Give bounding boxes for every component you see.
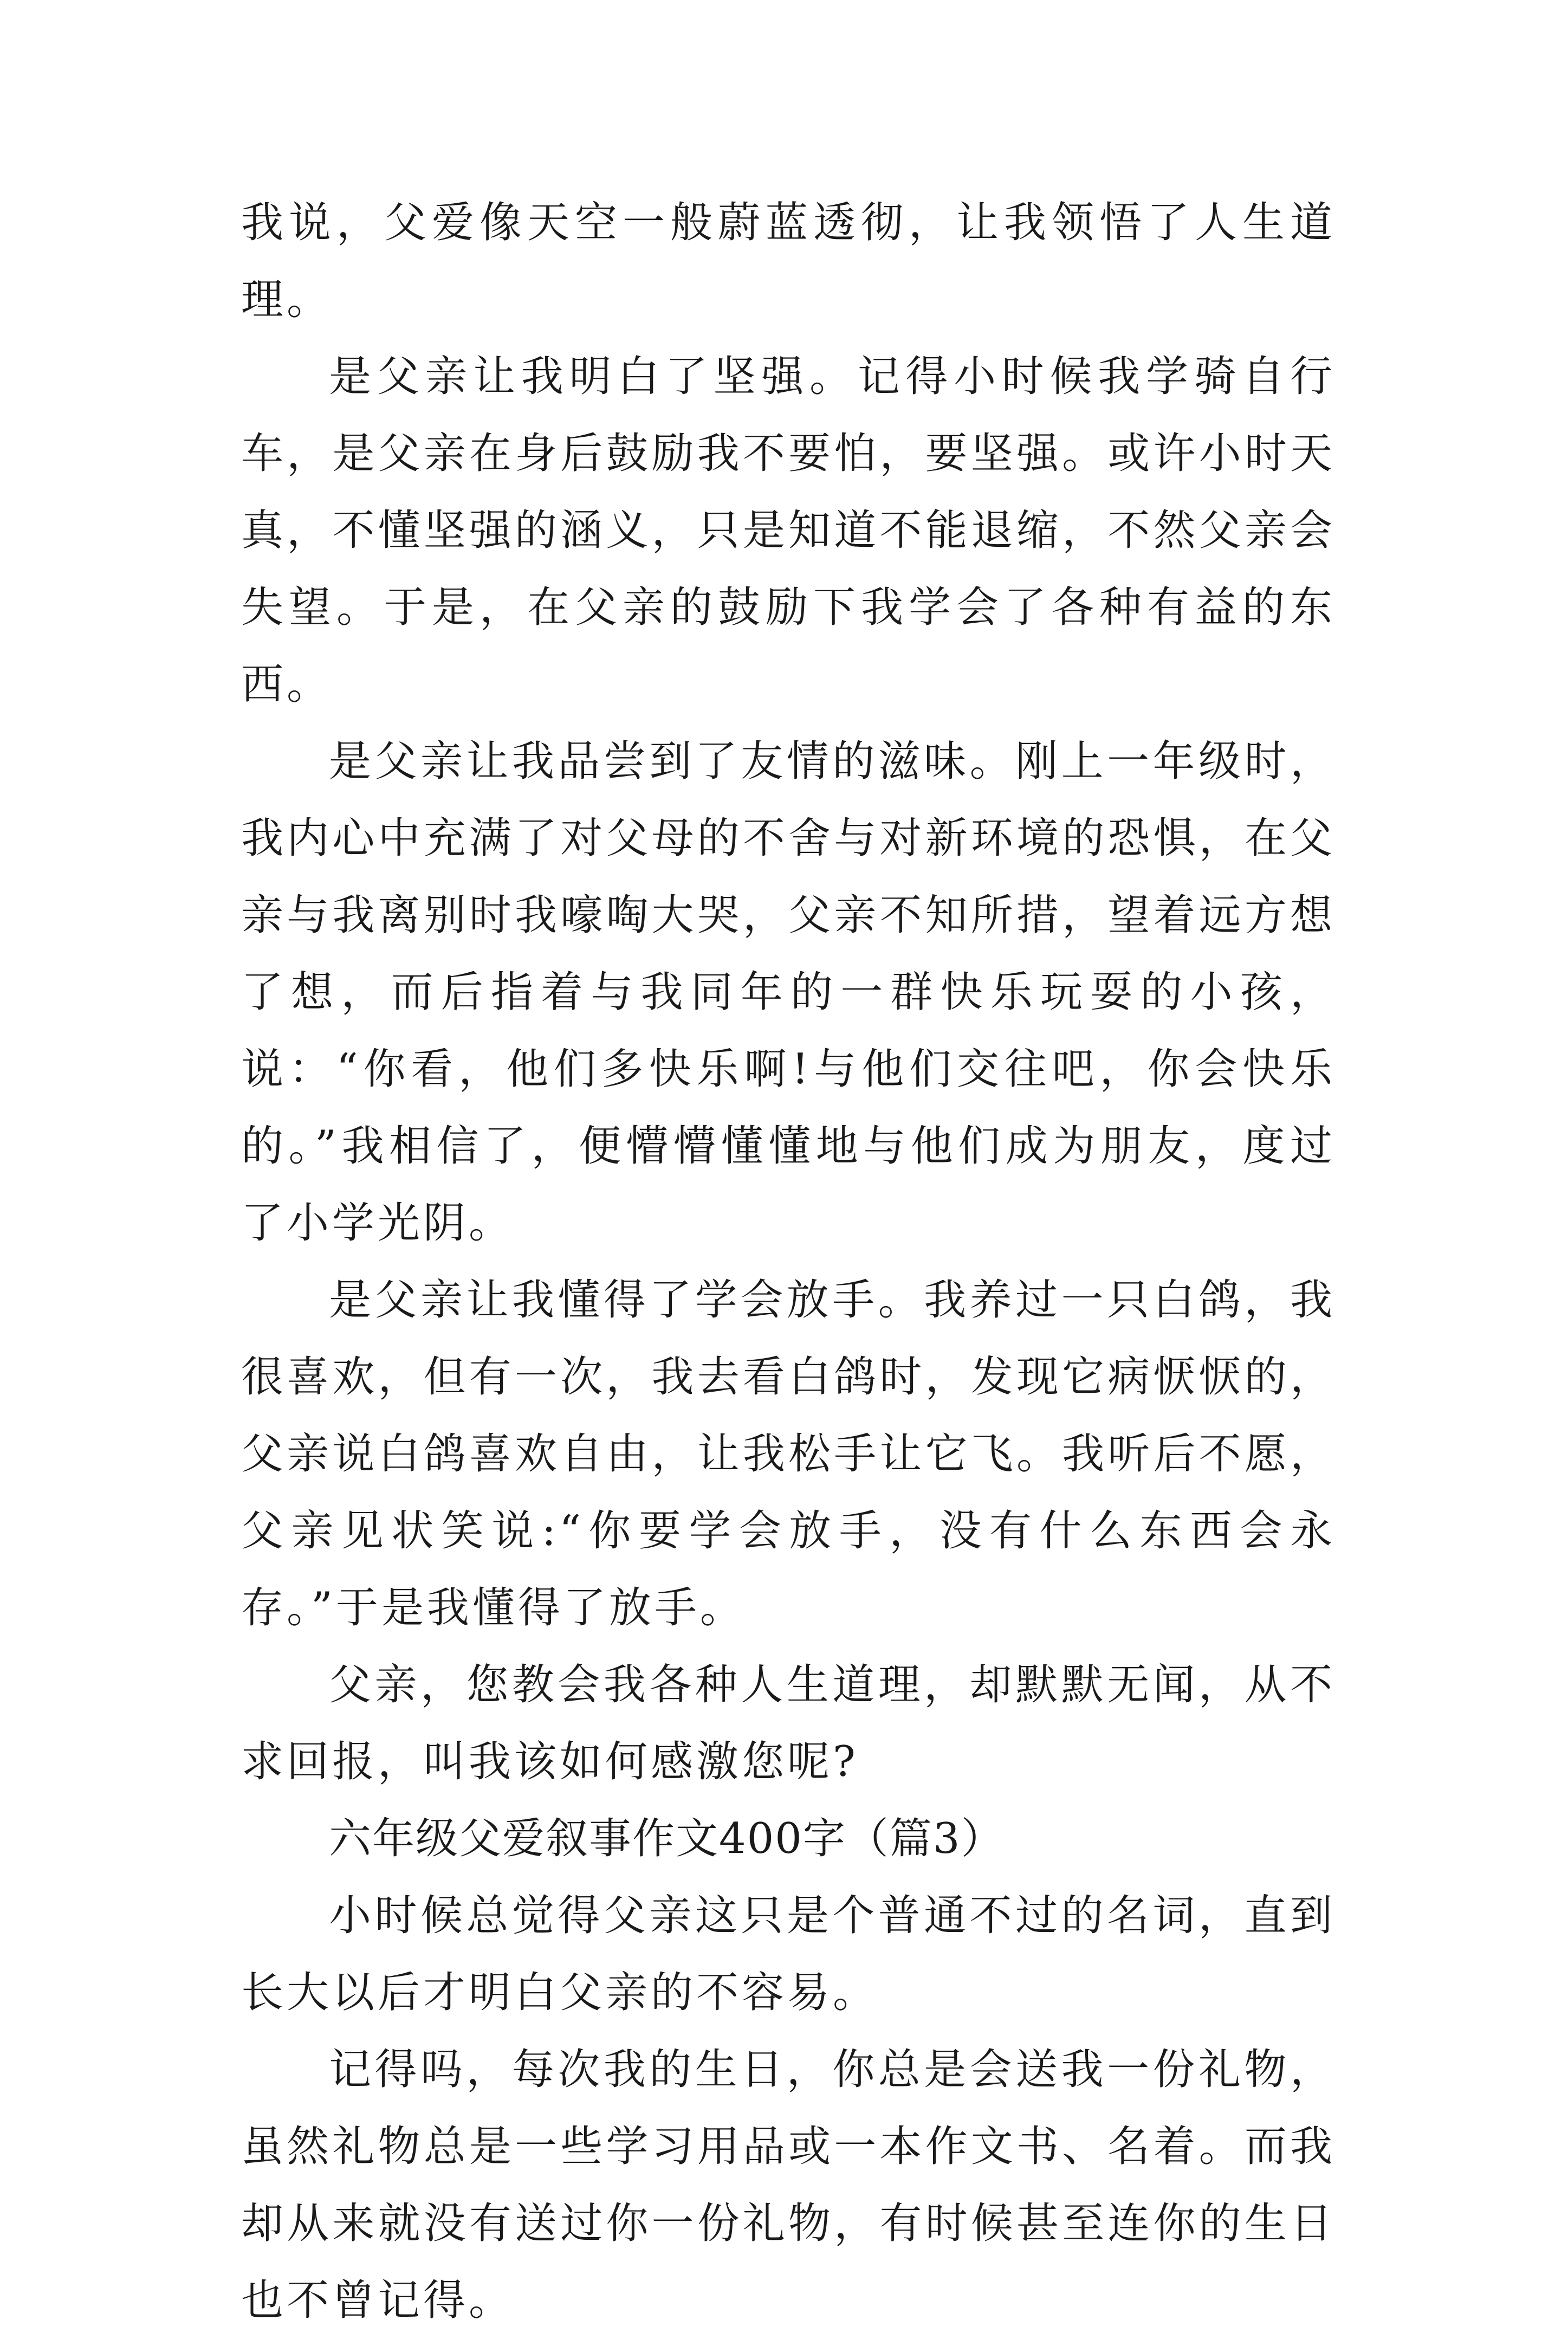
paragraph: 父亲，您教会我各种人生道理，却默默无闻，从不求回报，叫我该如何感激您呢?: [241, 1660, 1336, 1786]
document-body: [241, 184, 1336, 2339]
paragraph: 我说，父爱像天空一般蔚蓝透彻，让我领悟了人生道理。: [241, 198, 1336, 324]
paragraph: 是父亲让我品尝到了友情的滋味。刚上一年级时，我内心中充满了对父母的不舍与对新环境的恐惧，在父亲与我离别时我嚎啕大哭，父亲不知所措，望着远方想了想，而后指着与我同年的一群快乐玩耍的小孩，说：“你看，他们多快乐啊!与他们交往吧，你会快乐的。”我相信了，便懵懵懂懂地与他们成为朋友，度过了小学光阴。: [241, 737, 1336, 1248]
paragraph: 是父亲让我懂得了学会放手。我养过一只白鸽，我很喜欢，但有一次，我去看白鸽时，发现它病恹恹的，父亲说白鸽喜欢自由，让我松手让它飞。我听后不愿，父亲见状笑说:“你要学会放手，没有什么东西会永存。”于是我懂得了放手。: [241, 1276, 1336, 1632]
paragraph: 是父亲让我明白了坚强。记得小时候我学骑自行车，是父亲在身后鼓励我不要怕，要坚强。或许小时天真，不懂坚强的涵义，只是知道不能退缩，不然父亲会失望。于是，在父亲的鼓励下我学会了各种有益的东西。: [241, 352, 1336, 709]
section-heading: 六年级父爱叙事作文400字（篇3）: [329, 1814, 1005, 1863]
paragraph: 记得吗，每次我的生日，你总是会送我一份礼物，虽然礼物总是一些学习用品或一本作文书、名着。而我却从来就没有送过你一份礼物，有时候甚至连你的生日也不曾记得。: [241, 2045, 1336, 2325]
paragraph: 小时候总觉得父亲这只是个普通不过的名词，直到长大以后才明白父亲的不容易。: [241, 1891, 1336, 2017]
